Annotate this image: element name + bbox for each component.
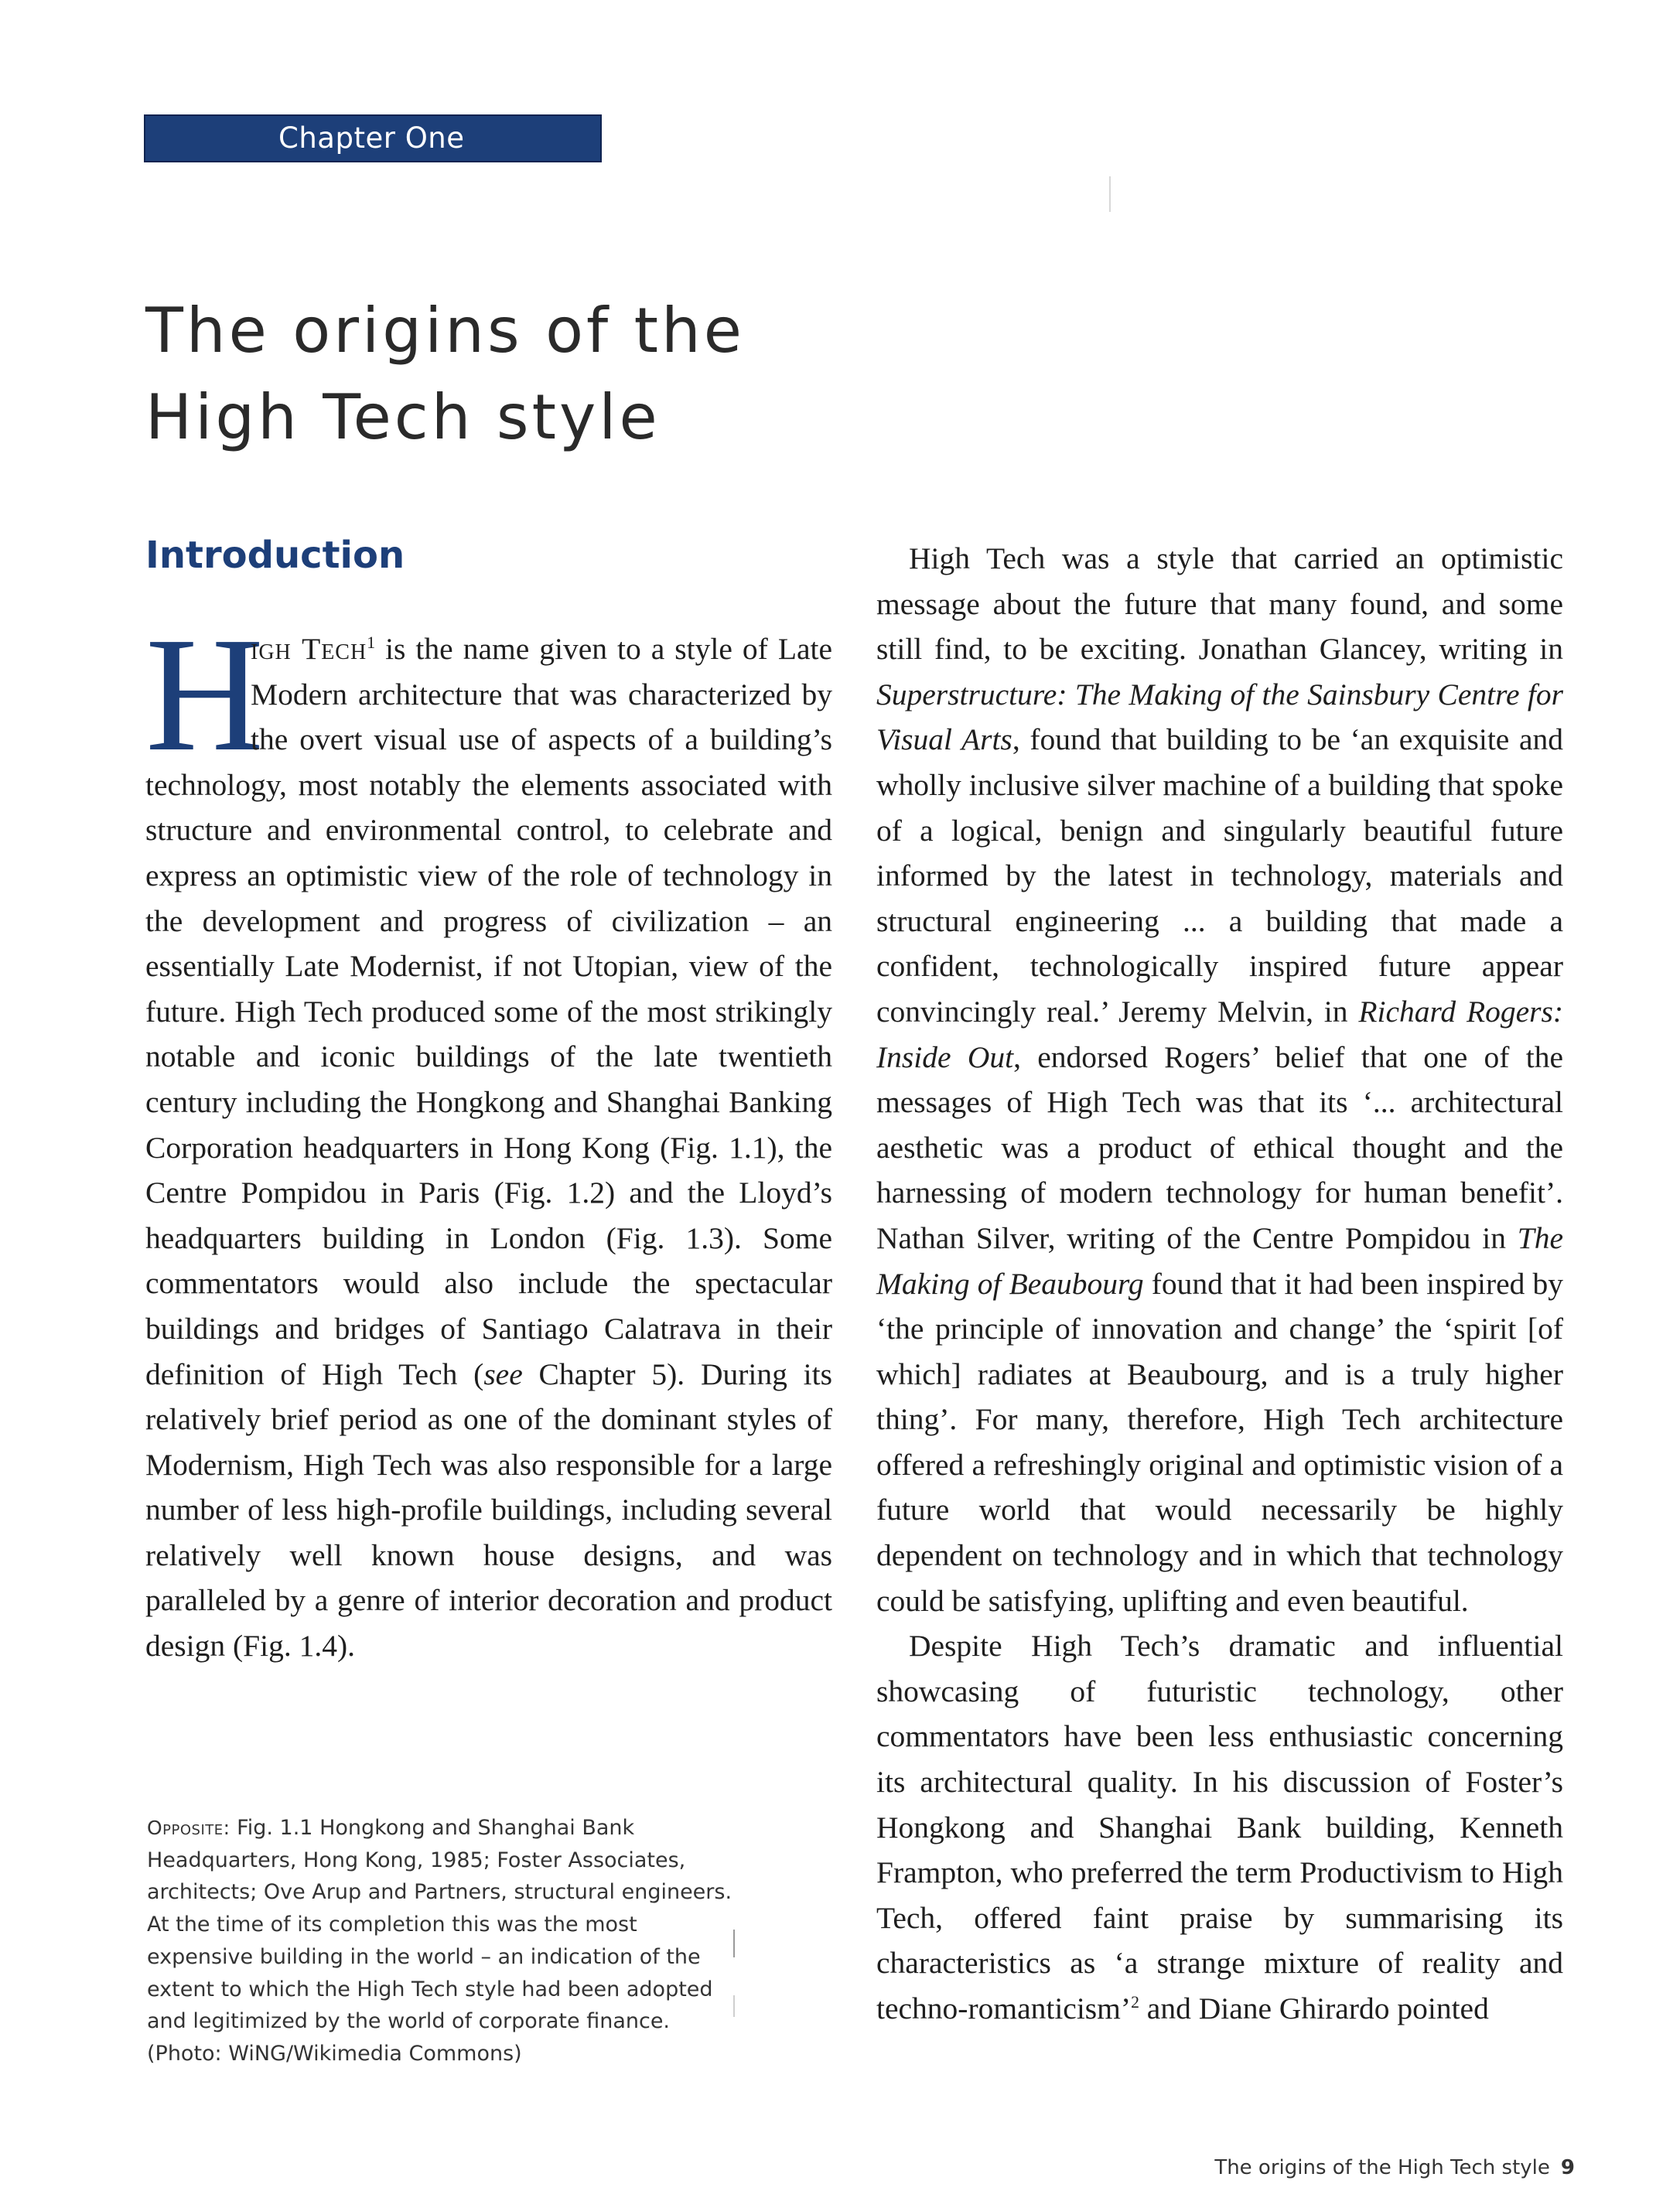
scan-mark — [733, 1995, 735, 2017]
see-ref: see — [483, 1356, 523, 1391]
p2-text-b: and Diane Ghirardo pointed — [1139, 1991, 1489, 2025]
right-column — [876, 536, 1563, 2032]
p1-text-a: High Tech was a style that carried an optimistic message about the future that many found, and some still find, to be exciting. Jonathan Glancey, writing in — [876, 541, 1563, 667]
chapter-label: Chapter One — [144, 114, 602, 162]
footnote-ref-1: 1 — [367, 633, 376, 652]
page-title — [145, 288, 842, 461]
intro-paragraph — [145, 603, 833, 1669]
caption-text: Fig. 1.1 Hongkong and Shanghai Bank Headquarters, Hong Kong, 1985; Foster Associates, architects; Ove Arup and Partners, structural engineers. At the time of its completion this was the most expensive building in the world – an indication of the extent to which the High Tech style had been adopted and legitimized by the world of corporate finance. (Photo: WiNG/Wikimedia Commons) — [147, 1816, 732, 2066]
body-paragraph-1 — [876, 536, 1563, 1623]
caption-label: Opposite: — [147, 1817, 230, 1839]
page-title-line-1: The origins of the — [145, 295, 745, 367]
intro-text-end: Chapter 5). During its relatively brief period as one of the dominant styles of Modernism, High Tech was also responsible for a large number of less high-profile buildings, including several relatively well known house designs, and was paralleled by a genre of interior decoration and product design (Fig. 1.4). — [145, 1356, 832, 1664]
p2-text-a: Despite High Tech’s dramatic and influential showcasing of futuristic technology, other commentators have been less enthusiastic concerning its architectural quality. In his discussion of Foster’s Hongkong and Shanghai Bank building, Kenneth Frampton, who preferred the term Productivism to High Tech, offered faint praise by summarising its characteristics as ‘a strange mixture of reality and techno-romanticism’ — [876, 1629, 1563, 2025]
p1-text-b: , found that building to be ‘an exquisite and wholly inclusive silver machine of a building that spoke of a logical, benign and singularly beautiful future informed by the latest in technology, materials and structural engineering ... a building that made a confident, technologically inspired future appear convincingly real.’ Jeremy Melvin, in — [876, 722, 1564, 1029]
section-heading: Introduction — [145, 534, 405, 577]
p1-text-c: , endorsed Rogers’ belief that one of the messages of High Tech was that its ‘... architectural aesthetic was a product of ethical thought and the harnessing of modern technology for human benefit’. Nathan Silver, writing of the Centre Pompidou in — [876, 1039, 1563, 1255]
drop-cap: H — [145, 603, 265, 785]
book-title-beaubourg: The Making of Beaubourg — [876, 1220, 1563, 1301]
book-title-inside-out: Richard Rogers: Inside Out — [876, 994, 1563, 1074]
figure-caption — [147, 1812, 735, 2070]
page-title-line-2: High Tech style — [145, 381, 661, 453]
body-paragraph-2 — [876, 1623, 1563, 2031]
left-column — [145, 603, 833, 1669]
lead-smallcaps: igh Tech — [251, 632, 367, 666]
page-number: 9 — [1560, 2156, 1575, 2179]
p1-text-d: found that it had been inspired by ‘the principle of innovation and change’ the ‘spirit [of which] radiates at Beaubourg, and is a truly higher thing’. For many, therefore, High Tech architecture offered a refreshingly original and optimistic vision of a future world that would necessarily be highly dependent on technology and in which that technology could be satisfying, uplifting and even beautiful. — [876, 1266, 1564, 1618]
page-footer — [1214, 2156, 1575, 2179]
running-title: The origins of the High Tech style — [1214, 2156, 1550, 2179]
scan-mark — [1109, 176, 1111, 212]
intro-text: is the name given to a style of Late Modern architecture that was characterized by the overt visual use of aspects of a building’s technology, most notably the elements associated with structure and environmental control, to celebrate and express an optimistic view of the role of technology in the development and progress of civilization – an essentially Late Modernist, if not Utopian, view of the future. High Tech produced some of the most strikingly notable and iconic buildings of the late twentieth century including the Hongkong and Shanghai Banking Corporation headquarters in Hong Kong (Fig. 1.1), the Centre Pompidou in Paris (Fig. 1.2) and the Lloyd’s headquarters building in London (Fig. 1.3). Some commentators would also include the spectacular buildings and bridges of Santiago Calatrava in their definition of High Tech ( — [145, 632, 833, 1391]
scan-mark — [733, 1930, 735, 1957]
footnote-ref-2: 2 — [1131, 1992, 1139, 2012]
book-title-superstructure: Superstructure: The Making of the Sainsbury Centre for Visual Arts — [876, 677, 1563, 757]
